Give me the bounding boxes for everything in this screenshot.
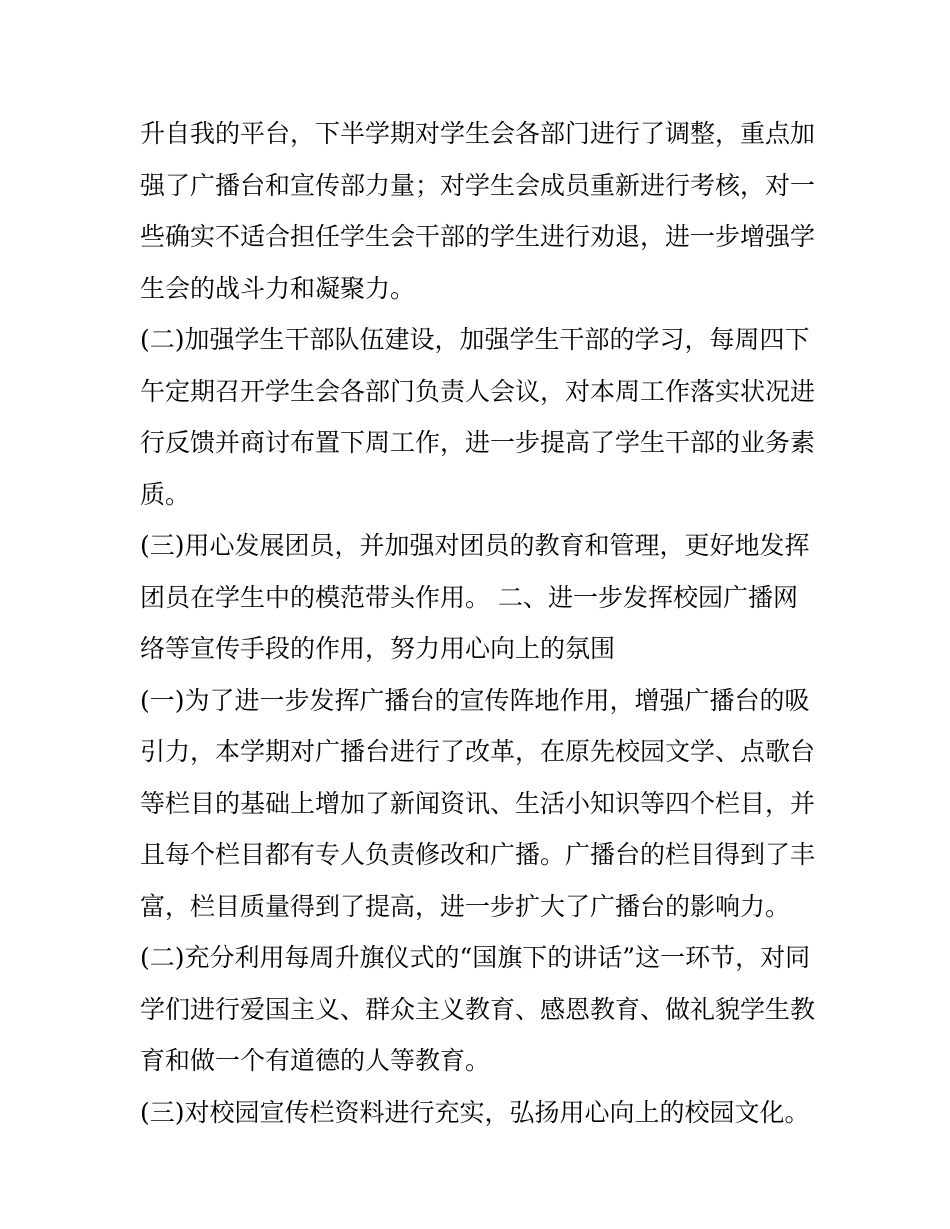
text-line: 引力，本学期对广播台进行了改革，在原先校园文学、点歌台 — [140, 737, 816, 766]
paragraph-bulletin-board — [140, 1087, 820, 1139]
text-line: (三)用心发展团员，并加强对团员的教育和管理，更好地发挥 — [140, 531, 810, 560]
text-line: 生会的战斗力和凝聚力。 — [140, 273, 416, 303]
paragraph-cadre-team-building — [140, 314, 820, 520]
text-line: 学们进行爱国主义、群众主义教育、感恩教育、做礼貌学生教 — [140, 994, 816, 1024]
text-line: 些确实不适合担任学生会干部的学生进行劝退，进一步增强学 — [140, 222, 816, 251]
text-line: 午定期召开学生会各部门负责人会议，对本周工作落实状况进 — [140, 376, 816, 406]
text-line: (一)为了进一步发挥广播台的宣传阵地作用，增强广播台的吸 — [140, 685, 810, 715]
body-text — [140, 108, 820, 1138]
text-line: (二)充分利用每周升旗仪式的“国旗下的讲话”这一环节，对同 — [140, 943, 811, 972]
text-line: 行反馈并商讨布置下周工作，进一步提高了学生干部的业务素 — [140, 428, 816, 457]
text-line: (三)对校园宣传栏资料进行充实，弘扬用心向上的校园文化。 — [140, 1097, 810, 1127]
text-line: 络等宣传手段的作用，努力用心向上的氛围 — [140, 634, 616, 663]
text-line: (二)加强学生干部队伍建设，加强学生干部的学习，每周四下 — [140, 325, 810, 354]
paragraph-league-member-development — [140, 520, 820, 675]
text-line: 育和做一个有道德的人等教育。 — [140, 1046, 491, 1075]
text-line: 强了广播台和宣传部力量；对学生会成员重新进行考核，对一 — [140, 170, 816, 200]
text-line: 富，栏目质量得到了提高，进一步扩大了广播台的影响力。 — [140, 891, 791, 921]
text-line: 升自我的平台，下半学期对学生会各部门进行了调整，重点加 — [140, 119, 816, 148]
paragraph-broadcast-reform — [140, 675, 820, 933]
text-line: 质。 — [140, 479, 191, 509]
text-line: 等栏目的基础上增加了新闻资讯、生活小知识等四个栏目，并 — [140, 788, 816, 818]
text-line: 且每个栏目都有专人负责修改和广播。广播台的栏目得到了丰 — [140, 840, 816, 869]
text-line: 团员在学生中的模范带头作用。 二、进一步发挥校园广播网 — [140, 582, 798, 612]
paragraph-flag-ceremony-speech — [140, 932, 820, 1087]
paragraph-student-union-adjustment — [140, 108, 820, 314]
